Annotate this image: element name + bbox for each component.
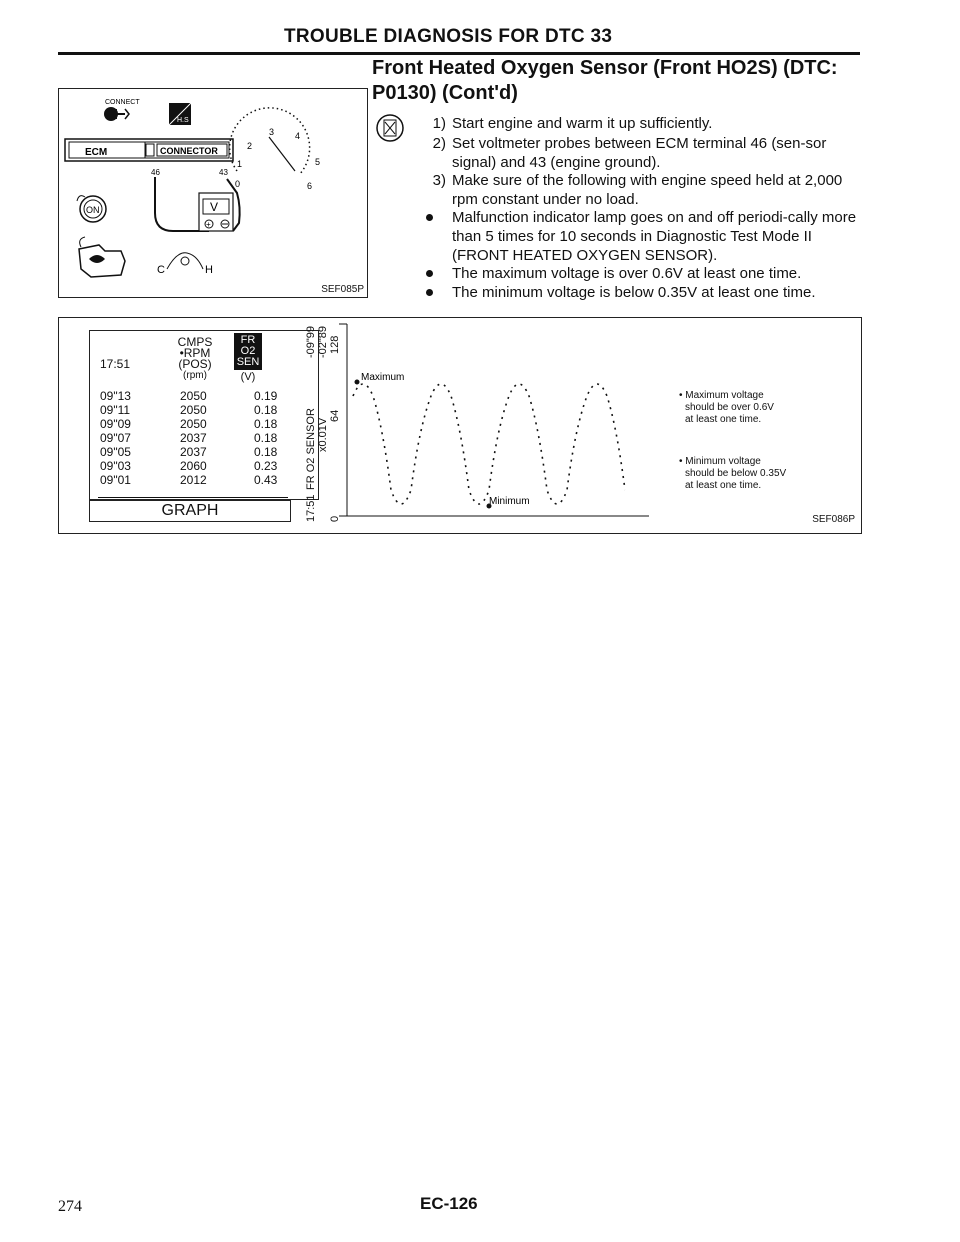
table-row [90, 389, 308, 403]
table-cell: 09"11 [100, 403, 131, 417]
table-row [90, 417, 308, 431]
minimum-label: Minimum [489, 496, 530, 507]
header-title: TROUBLE DIAGNOSIS FOR DTC 33 [284, 26, 613, 47]
table-cell: 2050 [180, 403, 207, 417]
table-cell: 09"07 [100, 431, 131, 445]
section-title-line2: P0130) (Cont'd) [372, 82, 518, 104]
figure2-code: SEF086P [812, 514, 855, 525]
axis-mid-label-2: x0.01V [317, 417, 329, 452]
axis-mid-label-1: FR O2 SENSOR [305, 408, 317, 490]
figure1-code: SEF085P [321, 284, 364, 295]
graph-button[interactable]: GRAPH [89, 500, 291, 522]
maximum-point [355, 380, 360, 385]
svg-text:H.S: H.S [177, 117, 189, 124]
svg-text:+: + [206, 220, 211, 229]
svg-text:2: 2 [247, 141, 253, 151]
hs-module-icon [169, 103, 191, 125]
pin-43-label: 43 [219, 168, 228, 177]
bullet-3: The minimum voltage is below 0.35V at least one time. [418, 283, 863, 302]
svg-text:4: 4 [295, 131, 301, 141]
maximum-label: Maximum [361, 372, 405, 383]
connector-label: CONNECTOR [160, 146, 218, 156]
table-cell: 0.18 [254, 417, 278, 431]
time-label: 17:51 [100, 357, 131, 371]
table-row [90, 459, 308, 473]
plug-icon [104, 107, 129, 121]
axis-bot-label-1: 17:51 [305, 494, 317, 522]
axis-top-labels: -09"99 [305, 325, 317, 358]
axis-top-label-2: -02"89 [317, 325, 329, 358]
bullet-2: The maximum voltage is over 0.6V at least one time. [418, 264, 863, 283]
col-unit-v: (V) [240, 371, 256, 383]
svg-text:V: V [210, 200, 219, 214]
table-cell: 0.18 [254, 403, 278, 417]
svg-text:0: 0 [235, 179, 241, 189]
table-cell: 2060 [180, 459, 207, 473]
figure-voltmeter-setup [58, 88, 368, 298]
table-cell: 2037 [180, 431, 207, 445]
monitor-table [90, 389, 308, 487]
ignition-key-icon [77, 196, 106, 222]
bullet-1: Malfunction indicator lamp goes on and off periodi-cally more than 5 times for 10 seconds in Diagnostic Test Mode II (FRONT HEATED OXYGEN SENSOR). [418, 208, 863, 265]
figure-data-monitor [58, 317, 862, 534]
step-1: 1) Start engine and warm it up sufficiently. [432, 115, 713, 132]
col-rpm: •RPM [179, 346, 211, 360]
table-row [90, 403, 308, 417]
data-monitor-panel [89, 330, 319, 500]
note-minimum: • Minimum voltage should be below 0.35V at least one time. [679, 456, 787, 491]
svg-text:3: 3 [269, 127, 275, 137]
voltmeter-icon [199, 193, 233, 231]
table-cell: 09"03 [100, 459, 131, 473]
page-number: 274 [58, 1198, 82, 1215]
table-cell: 09"13 [100, 389, 131, 403]
table-row [90, 431, 308, 445]
col-pos: (POS) [178, 357, 212, 371]
svg-text:1: 1 [237, 159, 243, 169]
table-cell: 2050 [180, 389, 207, 403]
pin-46-label: 46 [151, 168, 160, 177]
table-row [90, 473, 308, 487]
svg-text:C: C [157, 264, 165, 276]
step-2: 2) Set voltmeter probes between ECM terminal 46 (sen-sor signal) and 43 (engine ground). [432, 135, 827, 171]
svg-text:6: 6 [307, 181, 313, 191]
fr-o2-sen-header: FR O2 SEN [234, 333, 262, 370]
table-cell: 2012 [180, 473, 207, 487]
step-3: 3) Make sure of the following with engine speed held at 2,000 rpm constant under no load. [432, 172, 843, 208]
section-title-line1: Front Heated Oxygen Sensor (Front HO2S) (DTC: [372, 57, 838, 79]
table-cell: 09"05 [100, 445, 131, 459]
note-maximum: • Maximum voltage should be over 0.6V at least one time. [679, 390, 774, 425]
axis-mid-label-3: 64 [329, 409, 341, 422]
table-cell: 09"09 [100, 417, 131, 431]
col-unit-rpm: (rpm) [183, 370, 207, 381]
engine-icon [79, 237, 125, 277]
table-cell: 2037 [180, 445, 207, 459]
procedure-icon [375, 112, 405, 151]
table-row [90, 445, 308, 459]
table-cell: 09"01 [100, 473, 131, 487]
gauge-scale [230, 108, 320, 191]
header-rule [58, 52, 860, 55]
table-cell: 0.43 [254, 473, 278, 487]
col-cmps: CMPS [177, 335, 213, 349]
table-cell: 0.18 [254, 445, 278, 459]
connect-label: CONNECT [105, 99, 140, 106]
table-cell: 0.23 [254, 459, 278, 473]
svg-text:5: 5 [315, 157, 321, 167]
table-cell: 0.18 [254, 431, 278, 445]
axis-top-label-3: 128 [329, 335, 341, 354]
temperature-gauge-icon [157, 253, 213, 276]
svg-text:ON: ON [86, 205, 100, 215]
svg-text:H: H [205, 264, 213, 276]
page-code: EC-126 [420, 1194, 478, 1213]
table-cell: 2050 [180, 417, 207, 431]
ecm-label: ECM [85, 147, 108, 158]
table-cell: 0.19 [254, 389, 278, 403]
voltage-waveform [339, 318, 699, 533]
section-title [372, 56, 862, 106]
axis-bot-label-2: 0 [329, 515, 341, 522]
